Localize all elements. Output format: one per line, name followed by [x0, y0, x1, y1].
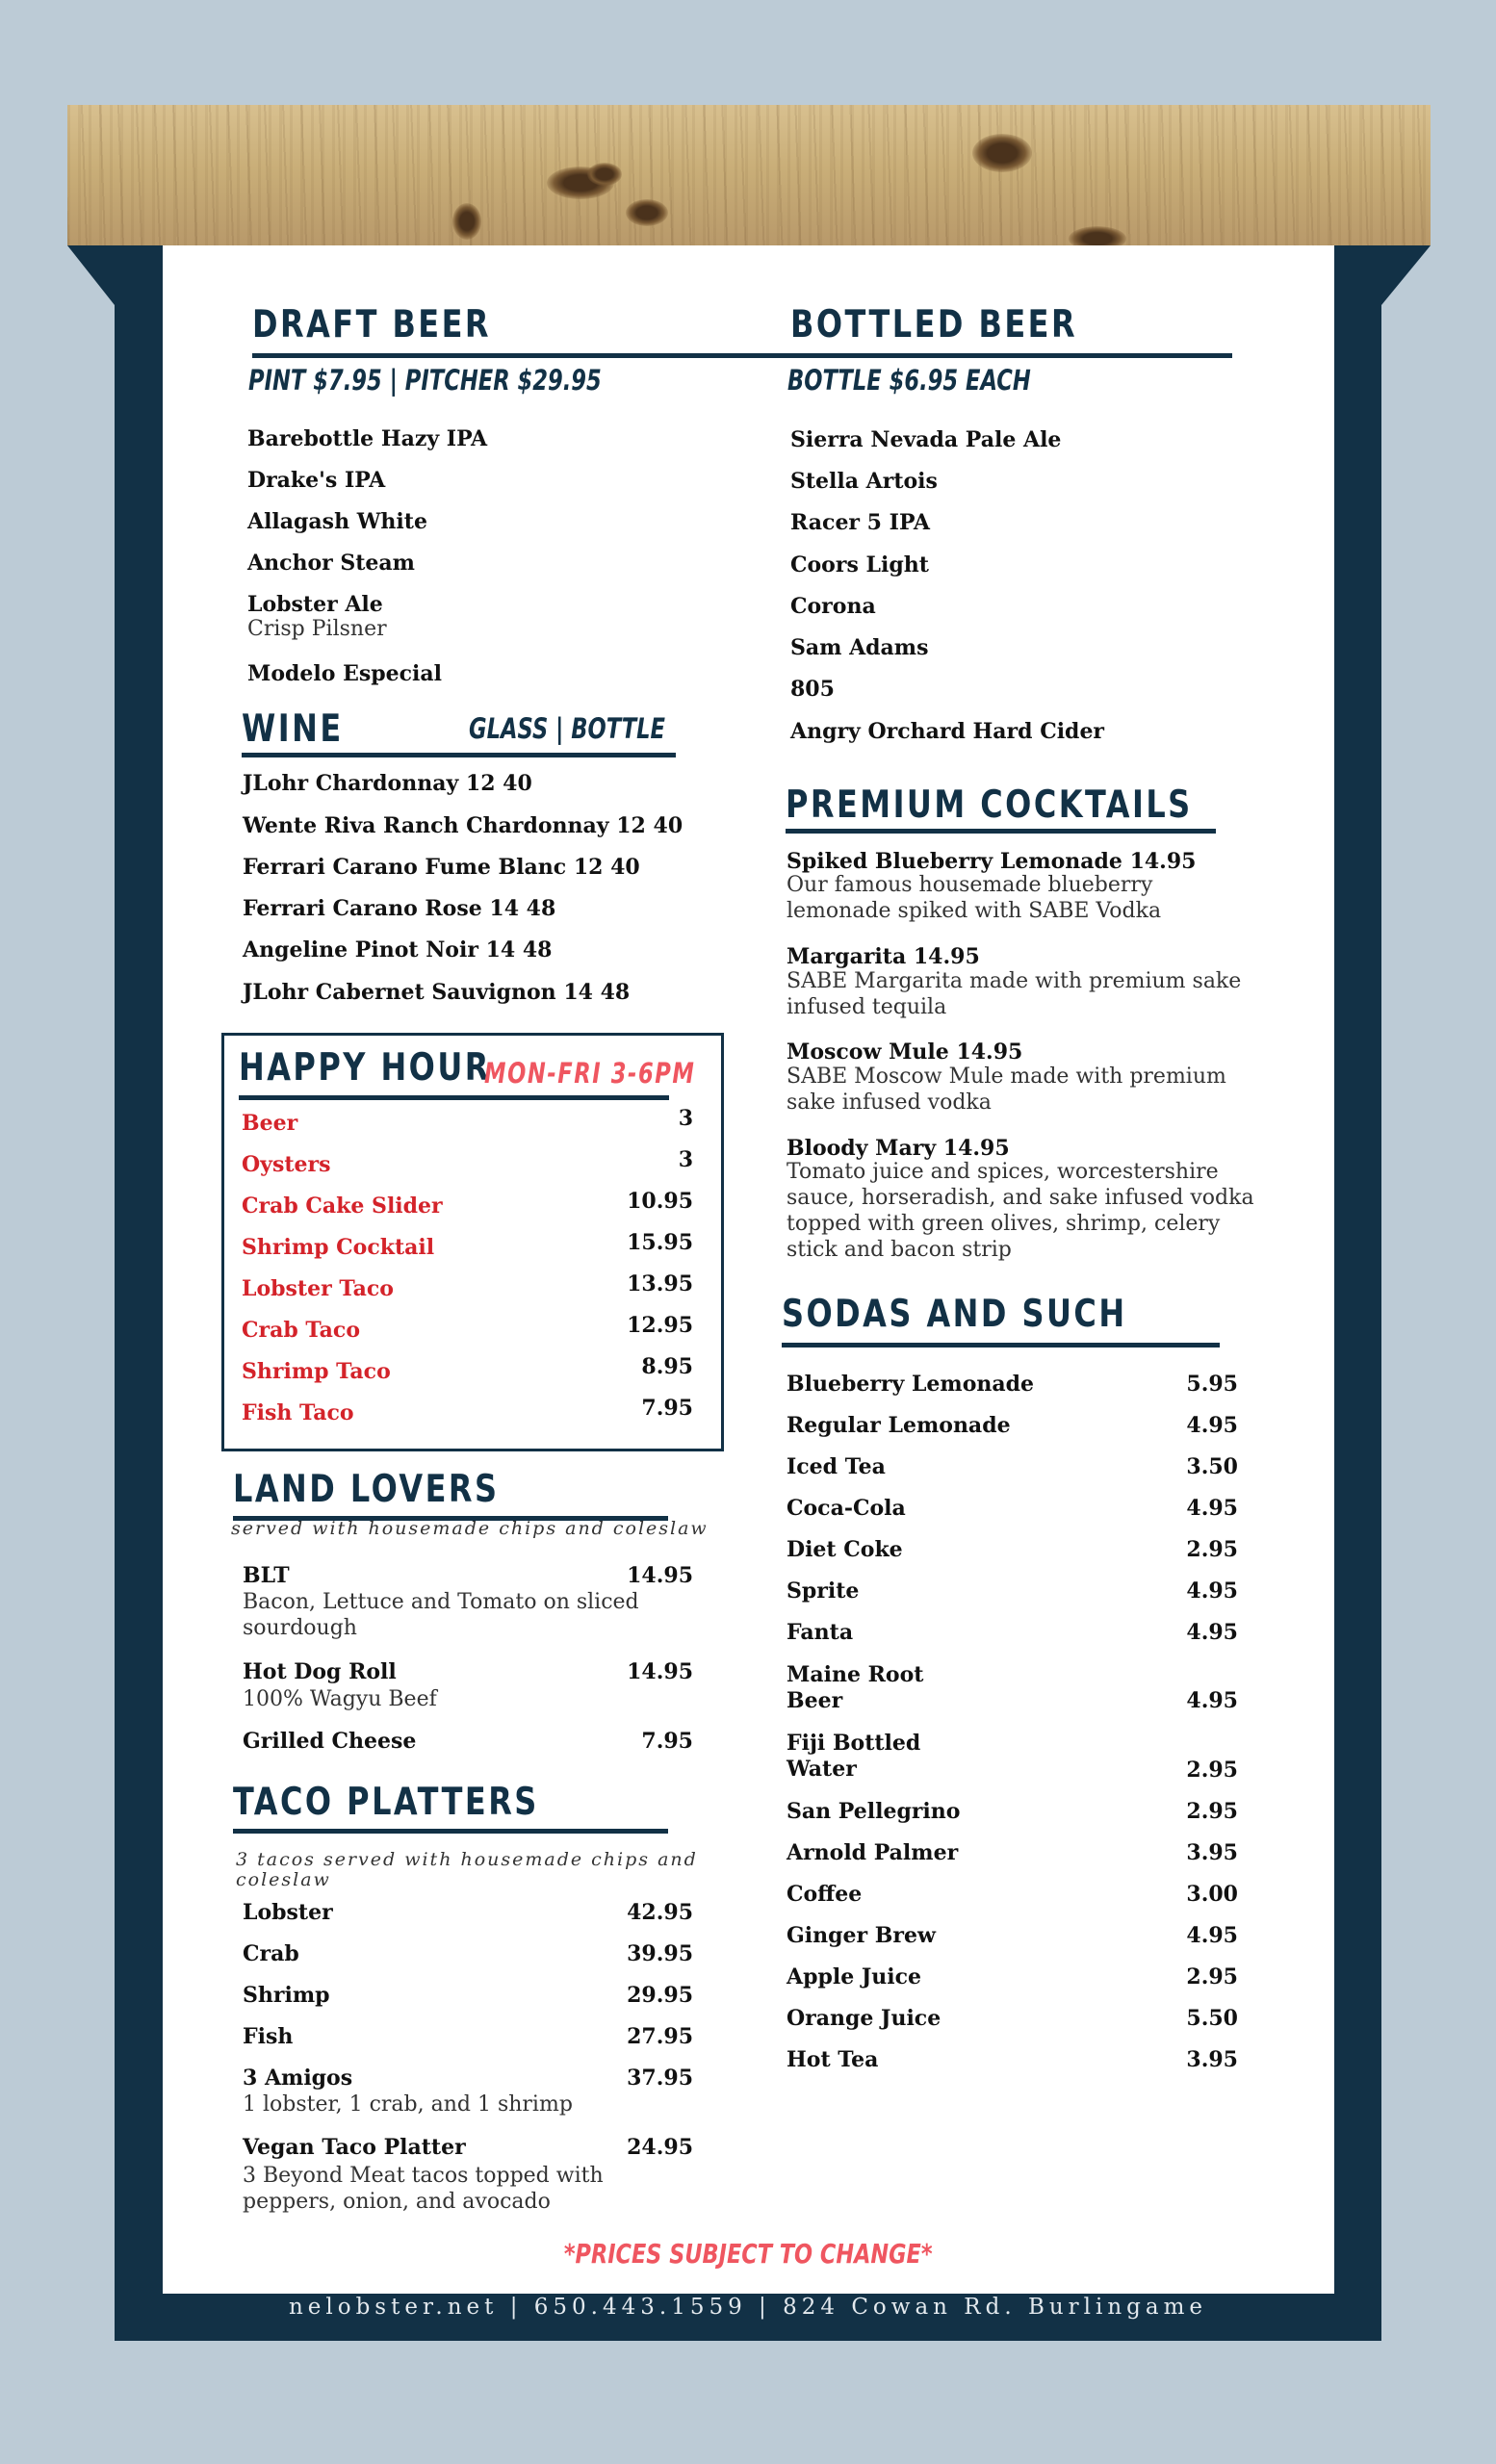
soda-item: Diet Coke [787, 1537, 903, 1562]
soda-price: 2.95 [1186, 1537, 1238, 1562]
cocktail-desc: SABE Moscow Mule made with premium sake infused vodka [787, 1065, 1226, 1115]
draft-beer-rule [252, 353, 1232, 358]
menu-item: Stella Artois [790, 469, 938, 494]
menu-item: Grilled Cheese [243, 1729, 417, 1754]
soda-item: Regular Lemonade [787, 1413, 1011, 1438]
happy-hour-item: Fish Taco [242, 1400, 354, 1425]
footer-contact: nelobster.net | 650.443.1559 | 824 Cowan Rd. Burlingame [288, 2295, 1208, 2320]
wood-knot [587, 163, 622, 186]
soda-price: 4.95 [1186, 1413, 1238, 1438]
menu-item: Lobster Ale [247, 592, 383, 617]
soda-item: Fanta [787, 1620, 854, 1645]
premium-cocktails-rule [786, 829, 1216, 834]
cocktail-item: Moscow Mule 14.95 [787, 1040, 1023, 1065]
soda-price: 5.95 [1186, 1372, 1238, 1397]
wine-rule [242, 753, 676, 757]
wood-knot [972, 134, 1032, 172]
happy-hour-item: Crab Cake Slider [242, 1194, 443, 1219]
menu-item-price: 27.95 [627, 2024, 693, 2049]
soda-price: 2.95 [1186, 1799, 1238, 1824]
land-lovers-note: served with housemade chips and coleslaw [231, 1518, 709, 1539]
menu-item: Vegan Taco Platter [243, 2135, 466, 2160]
happy-hour-item: Crab Taco [242, 1318, 360, 1343]
menu-item: Sam Adams [790, 635, 929, 660]
menu-item: 805 [790, 677, 835, 702]
menu-item-price: 29.95 [627, 1983, 693, 2008]
happy-hour-item: Shrimp Cocktail [242, 1235, 435, 1260]
wine-item: Wente Riva Ranch Chardonnay 12 40 [243, 813, 684, 838]
menu-item-price: 42.95 [627, 1900, 693, 1925]
menu-item: Racer 5 IPA [790, 510, 930, 535]
menu-item-desc: 1 lobster, 1 crab, and 1 shrimp [243, 2092, 573, 2117]
soda-price: 4.95 [1186, 1496, 1238, 1521]
wine-heading: WINE [242, 707, 344, 751]
soda-item: Orange Juice [787, 2006, 941, 2031]
soda-price: 5.50 [1186, 2006, 1238, 2031]
sodas-heading: SODAS AND SUCH [782, 1293, 1127, 1336]
menu-item: BLT [243, 1563, 290, 1588]
menu-item: Barebottle Hazy IPA [247, 426, 488, 451]
wine-item: Ferrari Carano Fume Blanc 12 40 [243, 855, 640, 880]
premium-cocktails-heading: PREMIUM COCKTAILS [786, 783, 1193, 827]
wine-item: Ferrari Carano Rose 14 48 [243, 896, 556, 921]
soda-price: 4.95 [1186, 1620, 1238, 1645]
happy-hour-price: 8.95 [641, 1354, 693, 1379]
happy-hour-price: 10.95 [627, 1189, 693, 1214]
menu-item: Corona [790, 594, 876, 619]
menu-item: Crab [243, 1941, 299, 1966]
menu-item: Lobster [243, 1900, 333, 1925]
happy-hour-price: 7.95 [641, 1396, 693, 1421]
soda-price: 3.95 [1186, 2047, 1238, 2072]
frame-corner-left [67, 245, 115, 305]
soda-item: Hot Tea [787, 2047, 879, 2072]
cocktail-desc: Our famous housemade blueberry lemonade spiked with SABE Vodka [787, 873, 1162, 923]
soda-price: 2.95 [1186, 1964, 1238, 1989]
soda-price: 4.95 [1186, 1688, 1238, 1713]
draft-beer-heading: DRAFT BEER [252, 303, 492, 346]
happy-hour-price: 13.95 [627, 1271, 693, 1296]
menu-item-desc: Bacon, Lettuce and Tomato on sliced sourdough [243, 1590, 639, 1640]
cocktail-item: Margarita 14.95 [787, 944, 980, 969]
wine-item: JLohr Cabernet Sauvignon 14 48 [243, 980, 631, 1005]
soda-item: Iced Tea [787, 1454, 886, 1479]
menu-item-price: 39.95 [627, 1941, 693, 1966]
menu-item: Coors Light [790, 552, 929, 578]
soda-item: Apple Juice [787, 1964, 922, 1989]
happy-hour-item: Oysters [242, 1152, 331, 1177]
soda-item: Ginger Brew [787, 1923, 936, 1948]
wine-item: Angeline Pinot Noir 14 48 [243, 937, 553, 962]
menu-item: Drake's IPA [247, 468, 386, 493]
bottled-beer-heading: BOTTLED BEER [790, 303, 1078, 346]
menu-item: Fish [243, 2024, 294, 2049]
menu-item: Modelo Especial [247, 661, 442, 686]
menu-item: Allagash White [247, 509, 427, 534]
wood-header-board [67, 105, 1431, 245]
bottled-beer-price: BOTTLE $6.95 EACH [787, 364, 1031, 397]
menu-item: 3 Amigos [243, 2066, 353, 2091]
soda-item: Arnold Palmer [787, 1840, 959, 1865]
soda-price: 3.00 [1186, 1882, 1238, 1907]
cocktail-item: Bloody Mary 14.95 [787, 1136, 1010, 1161]
menu-item-price: 7.95 [641, 1729, 693, 1754]
menu-item: Sierra Nevada Pale Ale [790, 427, 1062, 452]
cocktail-item: Spiked Blueberry Lemonade 14.95 [787, 849, 1197, 874]
menu-item: Angry Orchard Hard Cider [790, 719, 1105, 744]
soda-item: Coffee [787, 1882, 863, 1907]
wood-knot [626, 199, 668, 226]
menu-item: Shrimp [243, 1983, 330, 2008]
happy-hour-price: 12.95 [627, 1313, 693, 1338]
frame-corner-right [1381, 245, 1431, 305]
menu-item-price: 24.95 [627, 2135, 693, 2160]
cocktail-desc: SABE Margarita made with premium sake infused tequila [787, 969, 1242, 1019]
soda-item: Blueberry Lemonade [787, 1372, 1034, 1397]
menu-item-desc: Crisp Pilsner [247, 617, 387, 641]
happy-hour-rule [239, 1095, 669, 1100]
happy-hour-price: 15.95 [627, 1230, 693, 1255]
happy-hour-item: Shrimp Taco [242, 1359, 391, 1384]
soda-price: 3.50 [1186, 1454, 1238, 1479]
soda-item: Water [787, 1757, 857, 1782]
happy-hour-item: Beer [242, 1111, 298, 1136]
cocktail-desc: Tomato juice and spices, worcestershire sauce, horseradish, and sake infused vodka topped with green olives, shrimp, celery stick and bacon strip [787, 1160, 1254, 1262]
prices-disclaimer [0, 2238, 1496, 2270]
wine-glass-bottle: GLASS | BOTTLE [469, 712, 665, 745]
soda-price: 4.95 [1186, 1923, 1238, 1948]
soda-price: 4.95 [1186, 1578, 1238, 1604]
menu-item-desc: 3 Beyond Meat tacos topped with peppers, onion, and avocado [243, 2164, 604, 2214]
wine-item: JLohr Chardonnay 12 40 [243, 771, 532, 796]
prices-disclaimer-text: *PRICES SUBJECT TO CHANGE* [563, 2238, 933, 2270]
soda-item: Beer [787, 1688, 843, 1713]
menu-item: Anchor Steam [247, 551, 415, 576]
menu-item-price: 14.95 [627, 1563, 693, 1588]
wood-knot [452, 203, 481, 240]
happy-hour-item: Lobster Taco [242, 1276, 394, 1301]
land-lovers-heading: LAND LOVERS [233, 1468, 500, 1511]
soda-item: Sprite [787, 1578, 860, 1604]
soda-item: Maine Root [787, 1662, 924, 1687]
menu-item-desc: 100% Wagyu Beef [243, 1687, 437, 1711]
taco-platters-note: 3 tacos served with housemade chips and coleslaw [236, 1849, 698, 1890]
soda-item: Fiji Bottled [787, 1731, 921, 1756]
draft-beer-prices: PINT $7.95 | PITCHER $29.95 [248, 364, 602, 397]
soda-price: 3.95 [1186, 1840, 1238, 1865]
menu-item: Hot Dog Roll [243, 1659, 397, 1684]
menu-item-price: 14.95 [627, 1659, 693, 1684]
taco-platters-rule [233, 1829, 668, 1834]
happy-hour-price: 3 [678, 1106, 693, 1131]
happy-hour-price: 3 [678, 1147, 693, 1172]
soda-item: San Pellegrino [787, 1799, 961, 1824]
happy-hour-days: MON-FRI 3-6PM [484, 1057, 696, 1090]
happy-hour-heading: HAPPY HOUR [239, 1046, 491, 1090]
taco-platters-heading: TACO PLATTERS [233, 1781, 539, 1824]
sodas-rule [782, 1343, 1220, 1348]
soda-item: Coca-Cola [787, 1496, 906, 1521]
menu-item-price: 37.95 [627, 2066, 693, 2091]
soda-price: 2.95 [1186, 1758, 1238, 1783]
